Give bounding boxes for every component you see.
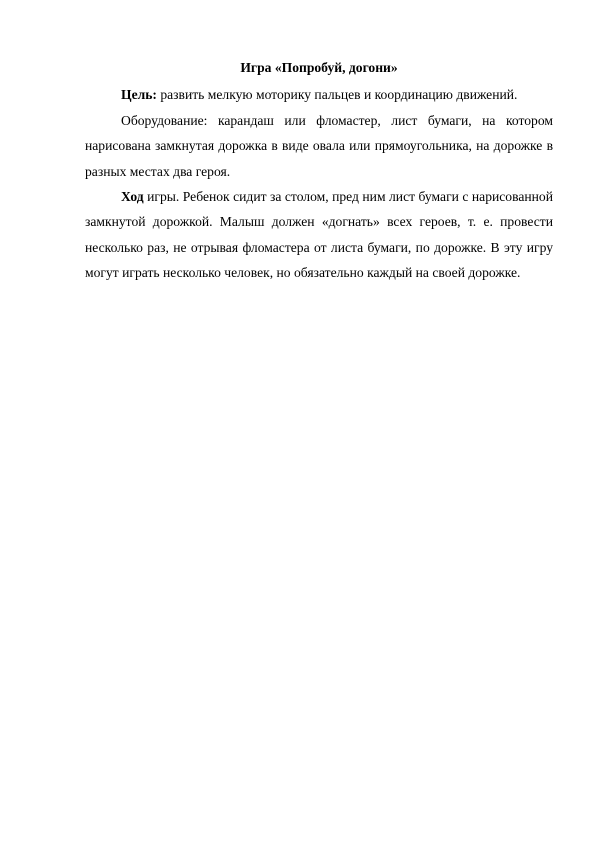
procedure-text: игры. Ребенок сидит за столом, пред ним лист бумаги с нарисованной замкнутой дорожкой. Малыш должен «догнать» всех героев, т. е. провести несколько раз, не отрывая фломастера от листа бумаги, по дорожке. В эту игру могут играть несколько человек, но обязательно каждый на своей дорожке. xyxy=(85,189,553,281)
goal-label: Цель: xyxy=(121,87,157,103)
procedure-paragraph xyxy=(85,184,553,286)
document-body xyxy=(85,55,553,286)
goal-text: развить мелкую моторику пальцев и координацию движений. xyxy=(156,87,518,103)
goal-paragraph xyxy=(85,82,553,107)
document-title: Игра «Попробуй, догони» xyxy=(240,60,398,75)
equipment-paragraph: Оборудование: карандаш или фломастер, лист бумаги, на котором нарисована замкнутая дорожка в виде овала или прямоугольника, на дорожке в разных местах два героя. xyxy=(85,112,553,179)
procedure-label: Ход xyxy=(121,189,144,205)
